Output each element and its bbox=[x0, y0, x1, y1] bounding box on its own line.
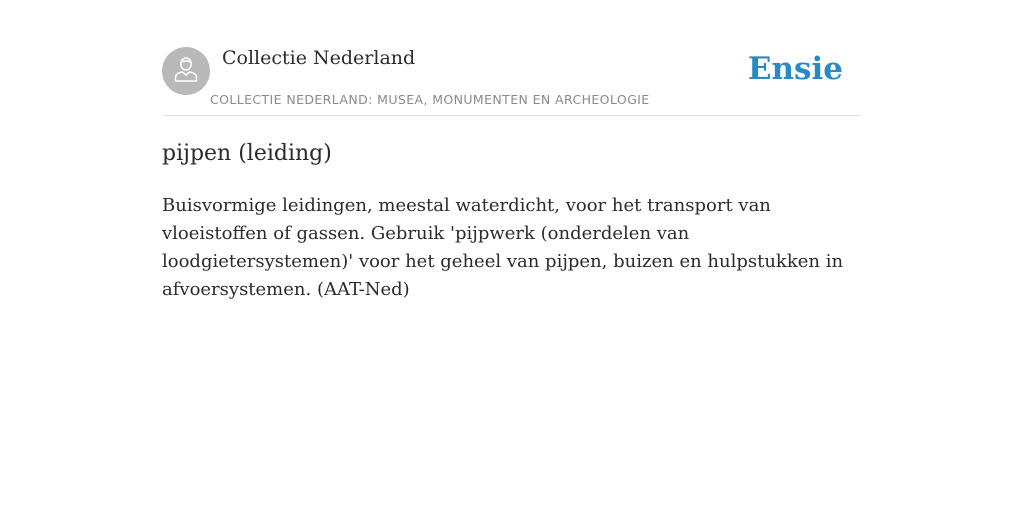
header bbox=[162, 0, 862, 116]
avatar[interactable] bbox=[162, 47, 210, 95]
author-name[interactable]: Collectie Nederland bbox=[222, 47, 416, 69]
entry-definition: Buisvormige leidingen, meestal waterdicht, voor het transport van vloeistoffen of gassen. Gebruik 'pijpwerk (onderdelen van loodgietersystemen)' voor het geheel van pijpen, buizen en hulpstukken in afvoersystemen. (AAT-Ned) bbox=[162, 195, 844, 300]
ensie-logo[interactable]: Ensie bbox=[747, 51, 843, 87]
entry-title: pijpen (leiding) bbox=[162, 141, 332, 166]
user-icon bbox=[171, 54, 201, 89]
author-subtitle: COLLECTIE NEDERLAND: MUSEA, MONUMENTEN EN ARCHEOLOGIE bbox=[210, 92, 650, 107]
entry-card bbox=[162, 0, 862, 300]
